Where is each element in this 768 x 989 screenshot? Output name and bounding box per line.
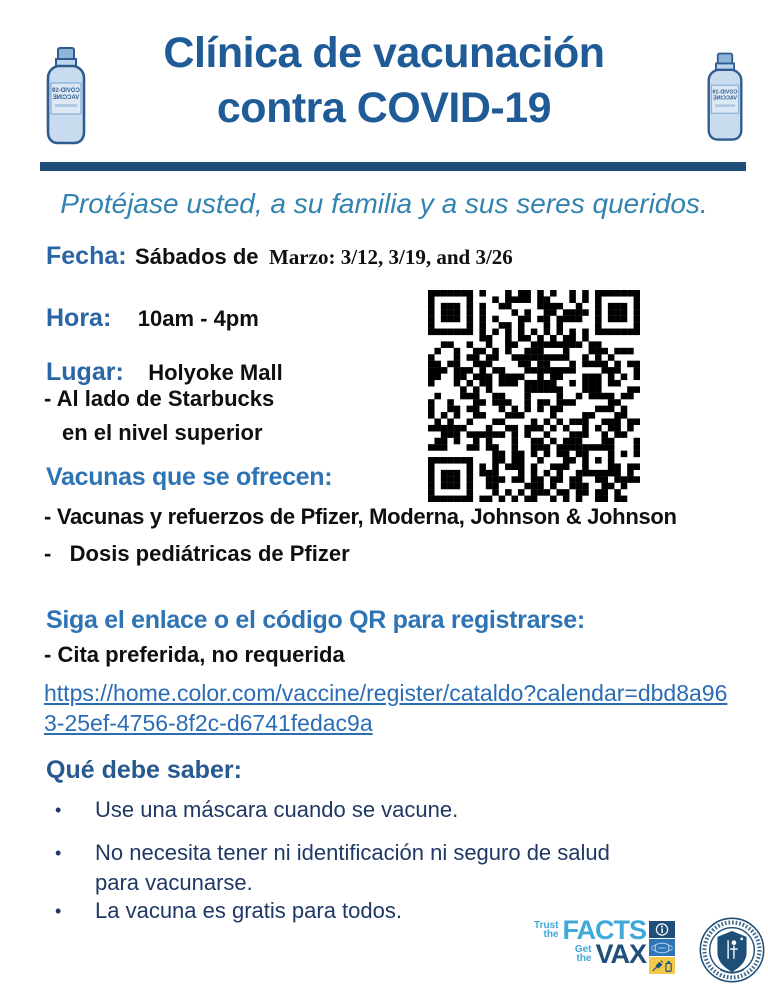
info-icon	[649, 921, 675, 938]
title-line-2: contra COVID-19	[216, 84, 552, 132]
registration-qr-code	[428, 290, 640, 502]
bullet-item	[55, 838, 655, 898]
subtitle: Protéjase usted, a su familia y a sus seres queridos.	[60, 188, 708, 219]
svg-text:VACCINE: VACCINE	[713, 95, 737, 102]
trust-the-label: Trust the	[534, 920, 559, 940]
location-line-3: en el nivel superior	[62, 420, 263, 445]
time-value: 10am - 4pm	[137, 306, 259, 331]
bullet-icon: •	[55, 843, 62, 863]
location-value: Holyoke Mall	[148, 360, 283, 385]
massachusetts-state-seal-icon	[698, 916, 766, 984]
bullet-item	[55, 795, 655, 825]
date-label: Fecha:	[46, 242, 127, 270]
vax-label: VAX	[595, 939, 646, 969]
vaccines-offered-heading: Vacunas que se ofrecen:	[46, 463, 333, 491]
bullet-text: Use una máscara cuando se vacune.	[95, 797, 459, 822]
vaccines-offered-item: - Dosis pediátricas de Pfizer	[44, 541, 350, 566]
registration-link-line-1[interactable]: https://home.color.com/vaccine/register/cataldo?calendar=dbd8a96	[44, 680, 728, 706]
campaign-icon-squares	[649, 921, 675, 975]
svg-text:COVID-19: COVID-19	[712, 89, 738, 96]
date-row	[46, 242, 513, 271]
syringe-vial-icon	[649, 957, 675, 974]
bullet-text: La vacuna es gratis para todos.	[95, 898, 402, 923]
location-label: Lugar:	[46, 358, 124, 386]
bullet-text: No necesita tener ni identificación ni seguro de salud para vacunarse.	[95, 840, 610, 895]
get-the-label: Get the	[574, 944, 592, 964]
svg-text:VACCINE: VACCINE	[52, 95, 80, 101]
divider-rule	[40, 162, 746, 171]
what-to-know-heading: Qué debe saber:	[46, 756, 242, 784]
bullet-icon: •	[55, 800, 62, 820]
facts-label: FACTS	[562, 915, 646, 945]
svg-text:COVID-19: COVID-19	[52, 88, 80, 94]
face-mask-icon	[649, 939, 675, 956]
registration-link[interactable]	[44, 678, 754, 738]
time-row	[46, 304, 259, 333]
date-value: Sábados de	[135, 244, 259, 269]
date-dates: Marzo: 3/12, 3/19, and 3/26	[268, 245, 513, 269]
time-label: Hora:	[46, 304, 112, 332]
page-title	[0, 26, 768, 136]
trust-facts-get-vax-logo	[534, 915, 646, 969]
location-line-2: - Al lado de Starbucks	[44, 386, 275, 411]
location-row	[46, 358, 283, 387]
registration-link-line-2[interactable]: 3-25ef-4756-8f2c-d6741fedac9a	[44, 710, 373, 736]
vaccines-offered-item: - Vacunas y refuerzos de Pfizer, Moderna, Johnson & Johnson	[44, 504, 677, 529]
register-heading: Siga el enlace o el código QR para registrarse:	[46, 606, 585, 634]
bullet-icon: •	[55, 901, 62, 921]
title-line-1: Clínica de vacunación	[163, 29, 605, 77]
register-note: - Cita preferida, no requerida	[44, 642, 345, 667]
